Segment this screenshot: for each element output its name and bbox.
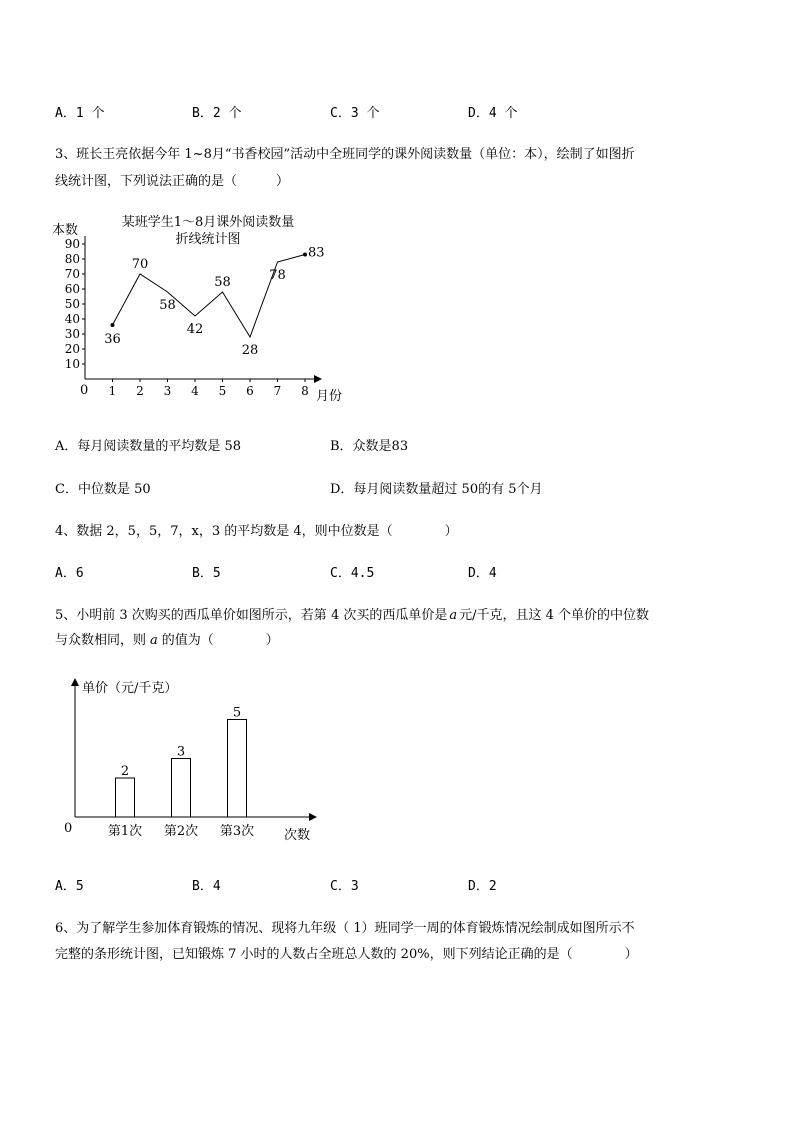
bar-chart-category-label: 第2次: [163, 824, 199, 839]
bar-chart-data-label: 5: [232, 705, 242, 721]
q2-option-d: D．4 个: [468, 106, 518, 121]
q6-text-line2: 完整的条形统计图，已知锻炼 7 小时的人数占全班总人数的 20%，则下列结论正确的是（ ）: [55, 947, 638, 962]
q4-option-b: B．5: [192, 566, 221, 581]
q5-line2-part2: 的值为（ ）: [161, 633, 279, 648]
line-chart-xtick-label: 7: [273, 384, 282, 398]
line-chart-ytick-label: 60: [64, 282, 80, 296]
q5-line2-part1: 与众数相同，则: [55, 633, 147, 648]
q4-option-d: D．4: [468, 566, 497, 581]
bar-chart-xlabel: 次数: [284, 828, 311, 843]
q4-option-c: C．4.5: [330, 566, 375, 581]
line-chart-point: [303, 253, 307, 257]
q5-variable-a: a: [449, 608, 458, 623]
q5-variable-a-2: a: [150, 633, 158, 648]
line-chart-xtick-label: 5: [218, 384, 227, 398]
bar-chart-ylabel: 单价（元/千克）: [82, 681, 178, 696]
line-chart-ytick-label: 90: [64, 237, 80, 251]
line-chart-xtick-label: 3: [163, 384, 172, 398]
bar-chart-category-label: 第1次: [107, 824, 143, 839]
line-chart-ytick-label: 40: [64, 312, 80, 326]
q3-text-line1: 3、班长王亮依据今年 1~8月“书香校园”活动中全班同学的课外阅读数量（单位：本），绘制了如图折: [55, 147, 635, 162]
q3-option-b: B．众数是83: [330, 439, 409, 454]
q5-line1-part2: 元/千克，且这 4 个单价的中位数: [459, 608, 650, 623]
q5-option-d: D．2: [468, 879, 497, 894]
line-chart-subtitle: 折线统计图: [175, 232, 241, 247]
line-chart-title: 某班学生1～8月课外阅读数量: [121, 215, 295, 230]
bar-chart-data-label: 2: [120, 764, 130, 779]
q4-option-a: A．6: [55, 566, 84, 581]
q3-option-d: D．每月阅读数量超过 50的有 5个月: [330, 482, 543, 497]
q2-option-c: C．3 个: [330, 106, 380, 121]
bar-chart-category-label: 第3次: [219, 824, 255, 839]
q3-option-a: A．每月阅读数量的平均数是 58: [55, 439, 242, 454]
line-chart-ytick-label: 10: [64, 357, 80, 371]
line-chart-xtick-label: 4: [191, 384, 199, 398]
line-chart-ytick-label: 50: [64, 297, 80, 311]
line-chart-ytick-label: 20: [64, 342, 80, 356]
q3-text-line2: 线统计图，下列说法正确的是（ ）: [55, 174, 290, 189]
line-chart-ytick-label: 30: [64, 327, 80, 341]
bar-chart-origin: 0: [64, 821, 73, 836]
q5-line1-part1: 5、小明前 3 次购买的西瓜单价如图所示，若第 4 次买的西瓜单价是: [55, 608, 448, 623]
q6-text-line1: 6、为了解学生参加体育锻炼的情况、现将九年级（ 1）班同学一周的体育锻炼情况绘制成如图所示不: [55, 921, 635, 936]
q5-text-line2: [55, 629, 279, 648]
line-chart-xtick-label: 2: [136, 384, 144, 398]
bar-chart-data-label: 3: [176, 744, 186, 760]
line-chart-data-label: 58: [214, 275, 231, 290]
line-chart-data-label: 83: [308, 245, 325, 261]
bar-chart-bar: [116, 778, 135, 817]
q3-option-c: C．中位数是 50: [55, 482, 151, 497]
line-chart-ytick-label: 80: [64, 252, 80, 266]
q4-text: 4、数据 2，5，5，7，x，3 的平均数是 4，则中位数是（ ）: [55, 524, 458, 539]
q5-text-line1: [55, 604, 649, 623]
line-chart-xlabel: 月份: [316, 389, 343, 404]
bar-chart-bar: [228, 720, 247, 818]
reading-line-chart: [40, 208, 360, 408]
q5-option-c: C．3: [330, 879, 359, 894]
line-chart-data-label: 36: [104, 332, 121, 347]
q5-option-a: A．5: [55, 879, 84, 894]
q5-option-b: B．4: [192, 879, 221, 894]
line-chart-ytick-label: 70: [64, 267, 80, 281]
q2-option-a: A．1 个: [55, 106, 105, 121]
watermelon-bar-chart: [55, 672, 335, 852]
line-chart-data-label: 58: [159, 298, 176, 313]
line-chart-data-label: 28: [241, 343, 259, 358]
line-chart-data-label: 70: [131, 257, 149, 272]
q2-option-b: B．2 个: [192, 106, 242, 121]
line-chart-xtick-label: 1: [108, 384, 117, 398]
line-chart-xtick-label: 6: [246, 384, 254, 398]
line-chart-origin: 0: [80, 383, 89, 398]
line-chart-ylabel: 本数: [52, 223, 79, 238]
line-chart-data-label: 42: [186, 322, 204, 337]
line-chart-data-label: 78: [269, 268, 286, 283]
line-chart-xtick-label: 8: [301, 384, 309, 398]
bar-chart-bar: [172, 759, 191, 818]
line-chart-point: [111, 323, 115, 327]
